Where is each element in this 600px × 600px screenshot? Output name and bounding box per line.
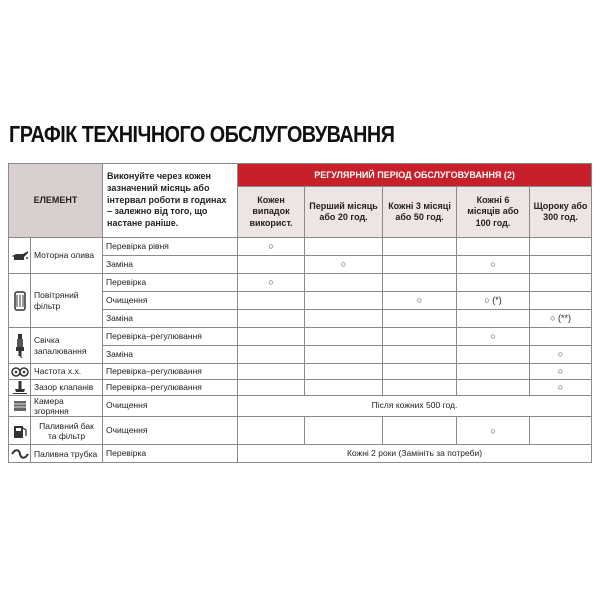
table-row — [9, 238, 592, 256]
table-row — [9, 328, 592, 346]
col-3-months: Кожні 3 місяці або 50 год. — [383, 187, 457, 238]
valve-icon — [9, 380, 31, 396]
schedule-mark: ○ — [457, 256, 530, 274]
action-text: Перевірка рівня — [103, 238, 238, 256]
col-each-use: Кожен випадок використ. — [238, 187, 305, 238]
schedule-mark: ○ — [530, 364, 592, 380]
idle-speed-icon — [9, 364, 31, 380]
element-fuel-tank: Паливний бак та фільтр — [31, 417, 103, 445]
action-text: Заміна — [103, 256, 238, 274]
pipe-interval: Кожні 2 роки (Замініть за потреби) — [238, 445, 592, 463]
chamber-interval: Після кожних 500 год. — [238, 396, 592, 417]
table-row — [9, 380, 592, 396]
oil-can-icon — [9, 238, 31, 274]
schedule-mark: ○ — [238, 274, 305, 292]
action-text: Заміна — [103, 310, 238, 328]
action-text: Заміна — [103, 346, 238, 364]
action-text: Очищення — [103, 417, 238, 445]
element-combustion-chamber: Камера згоряння — [31, 396, 103, 417]
action-text: Перевірка–регулювання — [103, 364, 238, 380]
element-air-filter: Повітряний фільтр — [31, 274, 103, 328]
air-filter-icon — [9, 274, 31, 328]
action-text: Очищення — [103, 396, 238, 417]
schedule-mark: ○ — [530, 380, 592, 396]
element-valve-clearance: Зазор клапанів — [31, 380, 103, 396]
table-row — [9, 445, 592, 463]
schedule-mark: ○ — [305, 256, 383, 274]
table-row — [9, 417, 592, 445]
table-row — [9, 364, 592, 380]
action-text: Перевірка — [103, 274, 238, 292]
table-row — [9, 274, 592, 292]
schedule-mark: ○ — [238, 238, 305, 256]
fuel-pipe-icon — [9, 445, 31, 463]
action-text: Очищення — [103, 292, 238, 310]
period-header: РЕГУЛЯРНИЙ ПЕРІОД ОБСЛУГОВУВАННЯ (2) — [238, 164, 592, 187]
spark-plug-icon — [9, 328, 31, 364]
combustion-chamber-icon — [9, 396, 31, 417]
fuel-tank-icon — [9, 417, 31, 445]
page-title: ГРАФІК ТЕХНІЧНОГО ОБСЛУГОВУВАННЯ — [9, 121, 395, 147]
element-spark-plug: Свічка запалювання — [31, 328, 103, 364]
schedule-mark: ○ — [383, 292, 457, 310]
interval-note: Виконуйте через кожен зазначений місяць або інтервал роботи в годинах – залежно від того, що настане раніше. — [103, 164, 238, 238]
schedule-mark: ○ (*) — [457, 292, 530, 310]
element-engine-oil: Моторна олива — [31, 238, 103, 274]
col-6-months: Кожні 6 місяців або 100 год. — [457, 187, 530, 238]
element-idle-speed: Частота х.х. — [31, 364, 103, 380]
schedule-mark: ○ — [457, 417, 530, 445]
action-text: Перевірка — [103, 445, 238, 463]
col-yearly: Щороку або 300 год. — [530, 187, 592, 238]
maintenance-schedule-table — [8, 163, 592, 463]
element-fuel-pipe: Паливна трубка — [31, 445, 103, 463]
element-header: ЕЛЕМЕНТ — [9, 164, 103, 238]
schedule-mark: ○ — [457, 328, 530, 346]
action-text: Перевірка–регулювання — [103, 328, 238, 346]
schedule-mark: ○ — [530, 346, 592, 364]
schedule-mark: ○ (**) — [530, 310, 592, 328]
table-row — [9, 396, 592, 417]
action-text: Перевірка–регулювання — [103, 380, 238, 396]
col-first-month: Перший місяць або 20 год. — [305, 187, 383, 238]
